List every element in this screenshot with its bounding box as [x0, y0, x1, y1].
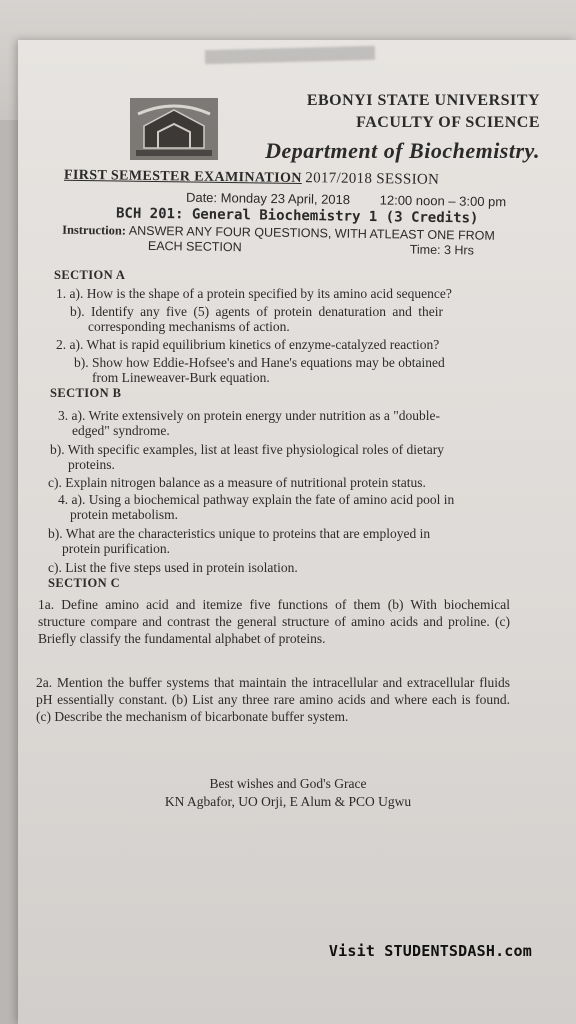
question-4a: 4. a). Using a biochemical pathway explain the fate of amino acid pool in — [58, 492, 455, 507]
question-4b-cont: protein purification. — [62, 541, 170, 556]
faculty-name: FACULTY OF SCIENCE — [356, 114, 540, 131]
question-3c: c). Explain nitrogen balance as a measure of nutritional protein status. — [48, 475, 426, 490]
closing-wishes: Best wishes and God's Grace — [209, 776, 367, 791]
question-3b: b). With specific examples, list at least five physiological roles of dietary — [50, 442, 444, 457]
question-3a-cont: edged" syndrome. — [72, 423, 170, 438]
university-crest-logo — [128, 96, 220, 162]
exam-title: FIRST SEMESTER EXAMINATION — [63, 167, 302, 187]
instruction-text-cont: EACH SECTION — [147, 238, 242, 255]
question-1b: b). Identify any five (5) agents of protein denaturation and their — [70, 304, 444, 319]
exam-time-range: 12:00 noon – 3:00 pm — [379, 192, 507, 210]
section-a-heading: SECTION A — [54, 268, 126, 282]
instruction-text: ANSWER ANY FOUR QUESTIONS, WITH ATLEAST ONE FROM — [128, 223, 495, 243]
question-2a: 2. a). What is rapid equilibrium kinetics of enzyme-catalyzed reaction? — [56, 337, 440, 352]
section-b-heading: SECTION B — [50, 386, 122, 400]
department-name: Department of Biochemistry. — [265, 138, 540, 163]
course-title: BCH 201: General Biochemistry 1 (3 Credits) — [115, 205, 479, 227]
section-c-question-1: 1a. Define amino acid and itemize five functions of them (b) With biochemical structure compare and contrast the general structure of amino acids and proline. (c) Briefly classify the fundamental alphabet of proteins. — [38, 597, 510, 646]
exam-duration: Time: 3 Hrs — [409, 242, 474, 258]
instruction-label: Instruction: — [62, 222, 127, 238]
examiners-names: KN Agbafor, UO Orji, E Alum & PCO Ugwu — [164, 794, 412, 809]
question-4b: b). What are the characteristics unique to proteins that are employed in — [48, 526, 431, 541]
question-3a: 3. a). Write extensively on protein energy under nutrition as a "double- — [58, 408, 440, 423]
question-2b: b). Show how Eddie-Hofsee's and Hane's equations may be obtained — [74, 355, 445, 370]
question-1a: 1. a). How is the shape of a protein specified by its amino acid sequence? — [56, 286, 452, 301]
question-4c: c). List the five steps used in protein isolation. — [48, 560, 298, 575]
section-c-heading: SECTION C — [48, 576, 121, 590]
exam-date: Date: Monday 23 April, 2018 — [185, 189, 351, 208]
question-3b-cont: proteins. — [68, 457, 115, 472]
section-c-question-2: 2a. Mention the buffer systems that maintain the intracellular and extracellular fluids pH essentially constant. (b) List any three rare amino acids and where each is found. (c) Describe the mechanism of bicarbonate buffer system. — [36, 675, 510, 724]
website-watermark: Visit STUDENTSDASH.com — [328, 942, 532, 960]
exam-session: 2017/2018 SESSION — [305, 170, 440, 188]
question-2b-cont: from Lineweaver-Burk equation. — [92, 370, 270, 385]
question-4a-cont: protein metabolism. — [70, 507, 178, 522]
question-1b-cont: corresponding mechanisms of action. — [88, 319, 290, 334]
university-name: EBONYI STATE UNIVERSITY — [306, 92, 540, 109]
